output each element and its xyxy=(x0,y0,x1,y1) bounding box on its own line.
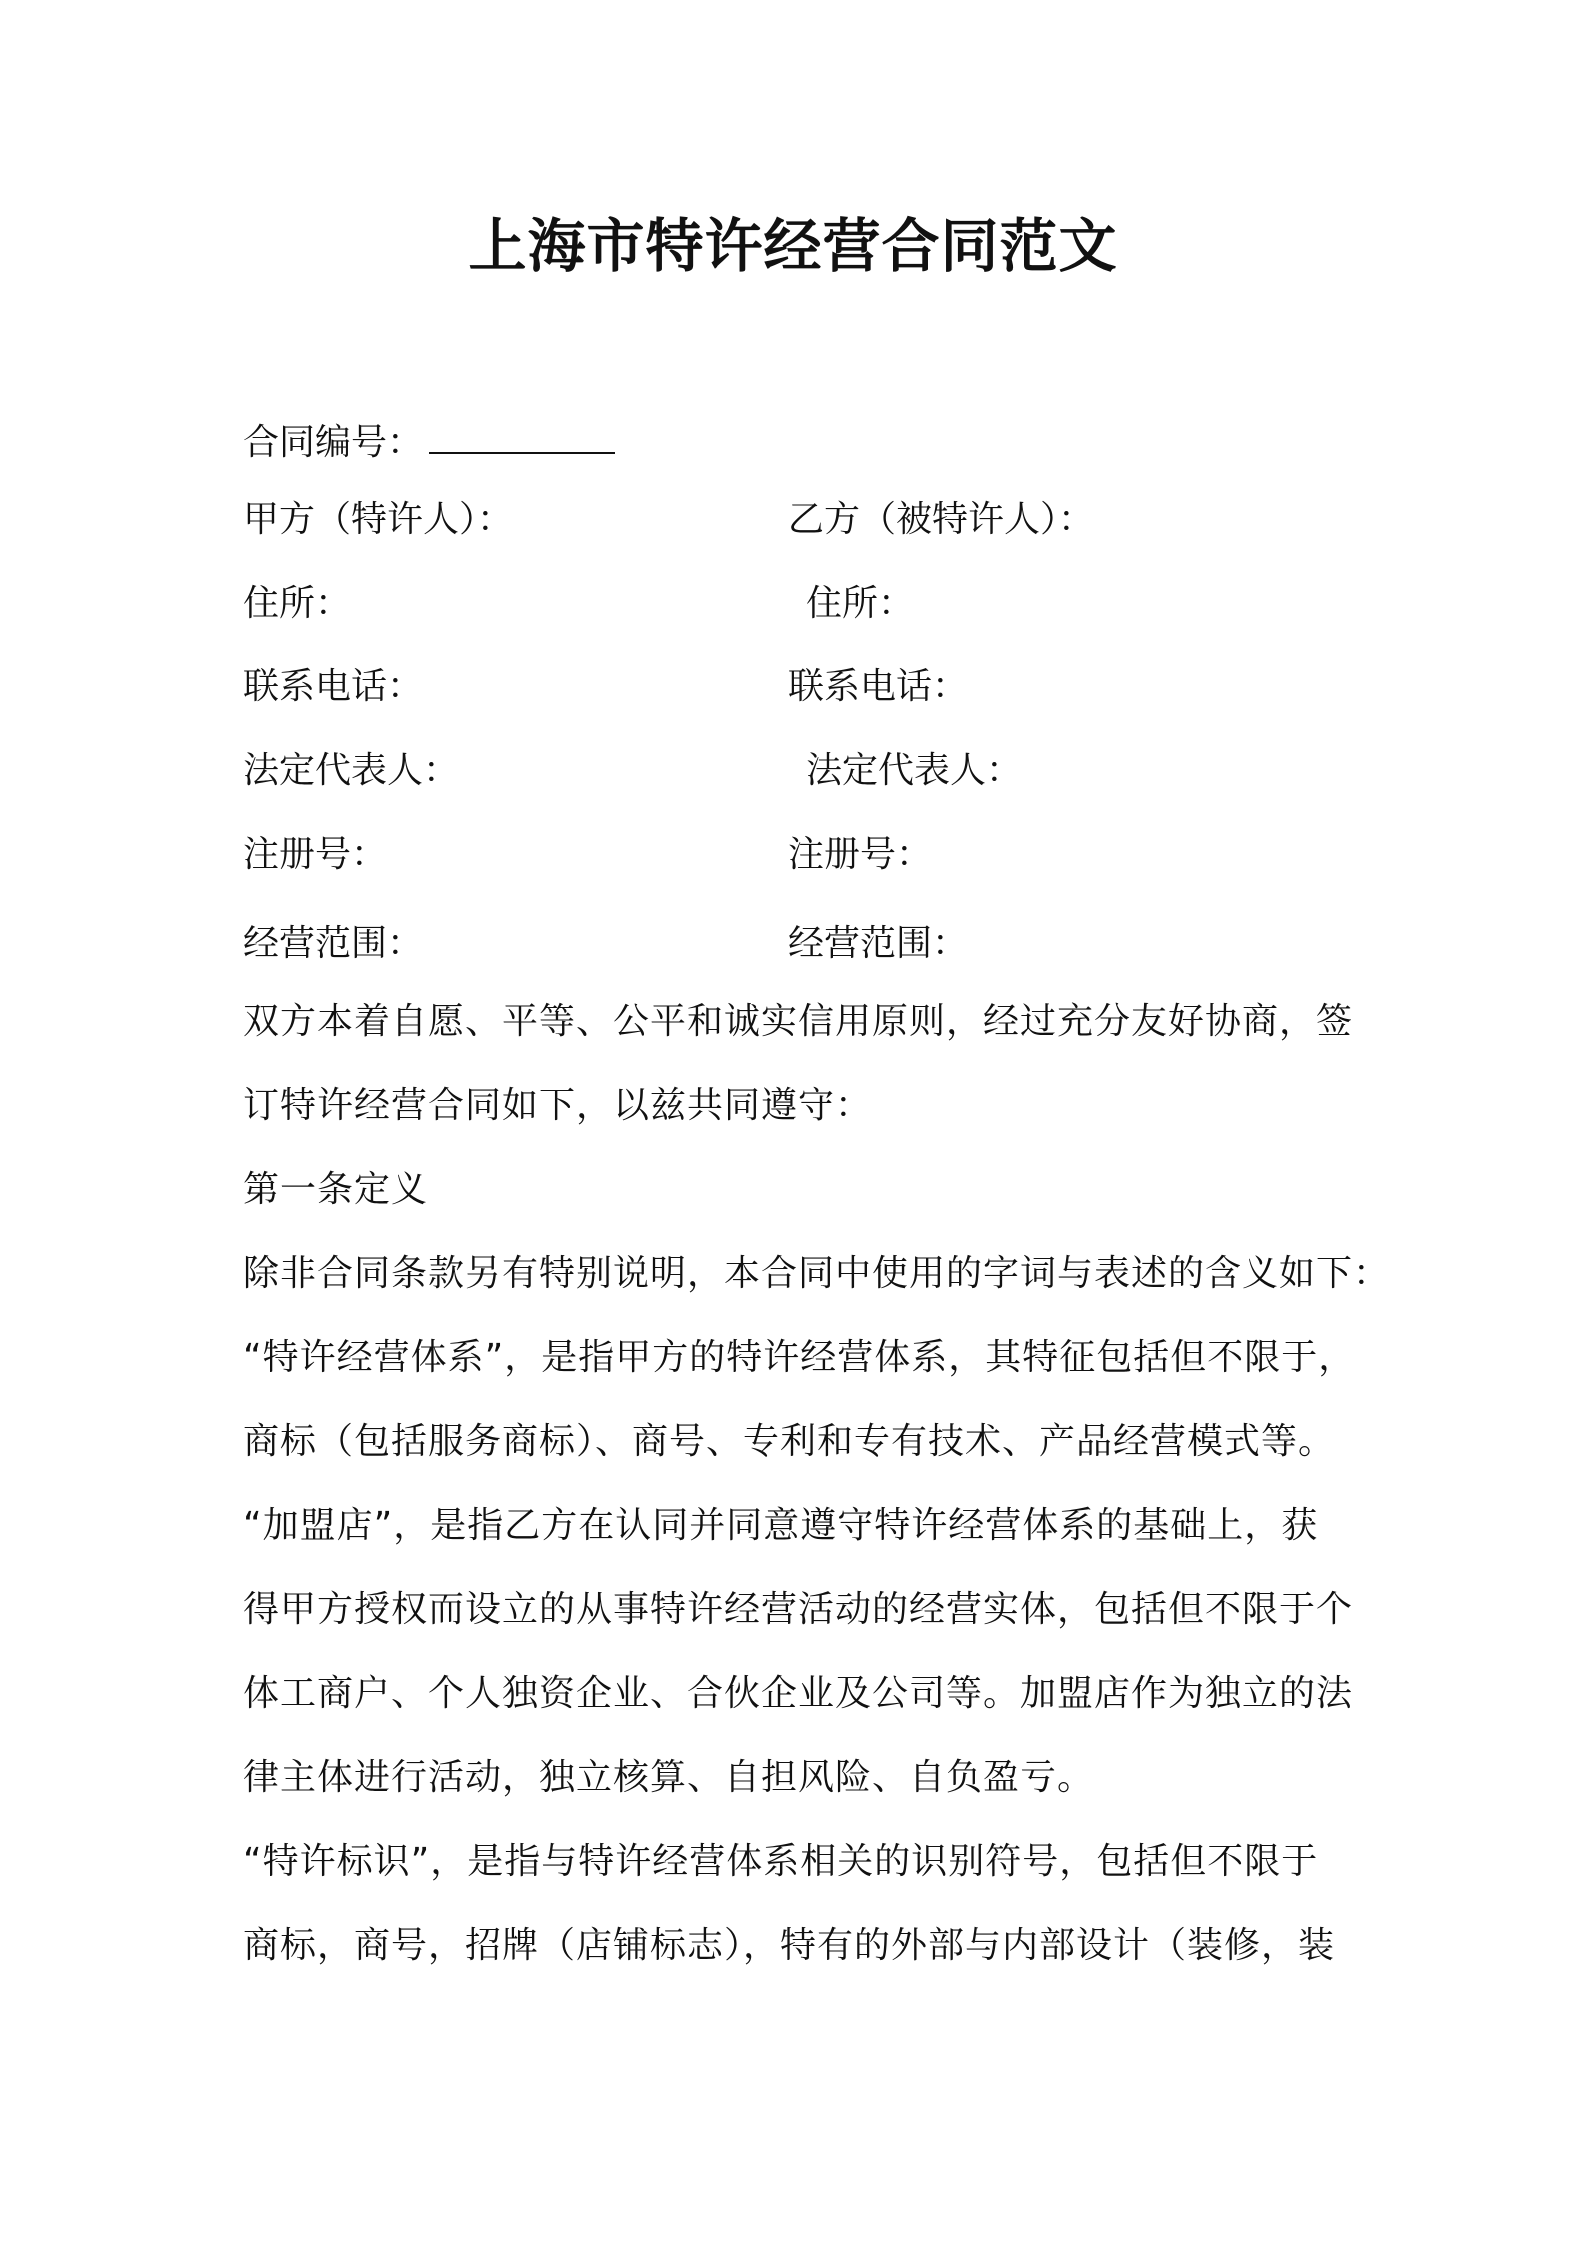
body-line: 商标（包括服务商标）、商号、专利和专有技术、产品经营模式等。 xyxy=(243,1421,1336,1462)
party-a-phone-label: 联系电话： xyxy=(243,666,424,707)
body-line: “特许经营体系”，是指甲方的特许经营体系，其特征包括但不限于， xyxy=(243,1337,1356,1378)
party-b-reg-no-label: 注册号： xyxy=(788,834,933,875)
party-a-scope-label: 经营范围： xyxy=(243,923,424,964)
party-a-address-label: 住所： xyxy=(243,583,352,624)
contract-number-label: 合同编号： xyxy=(243,422,424,463)
document-title: 上海市特许经营合同范文 xyxy=(468,212,1118,280)
party-a-heading: 甲方（特许人）： xyxy=(243,499,514,540)
body-line: 体工商户、个人独资企业、合伙企业及公司等。加盟店作为独立的法 xyxy=(243,1673,1354,1714)
body-line: “特许标识”，是指与特许经营体系相关的识别符号，包括但不限于 xyxy=(243,1841,1319,1882)
party-b-legal-rep-label: 法定代表人： xyxy=(806,750,1023,791)
party-b-address-label: 住所： xyxy=(806,583,915,624)
party-b-scope-label: 经营范围： xyxy=(788,923,969,964)
body-line: 得甲方授权而设立的从事特许经营活动的经营实体，包括但不限于个 xyxy=(243,1589,1354,1630)
party-a-reg-no-label: 注册号： xyxy=(243,834,388,875)
party-a-legal-rep-label: 法定代表人： xyxy=(243,750,460,791)
contract-number-blank xyxy=(429,412,615,454)
body-line: 律主体进行活动，独立核算、自担风险、自负盈亏。 xyxy=(243,1757,1095,1798)
body-line: “加盟店”，是指乙方在认同并同意遵守特许经营体系的基础上，获 xyxy=(243,1505,1319,1546)
contract-number-row xyxy=(243,412,615,469)
body-line: 除非合同条款另有特别说明，本合同中使用的字词与表述的含义如下： xyxy=(243,1253,1391,1294)
party-b-heading: 乙方（被特许人）： xyxy=(788,499,1095,540)
body-line: 双方本着自愿、平等、公平和诚实信用原则，经过充分友好协商，签 xyxy=(243,1001,1354,1042)
body-line: 订特许经营合同如下，以兹共同遵守： xyxy=(243,1085,873,1126)
party-b-phone-label: 联系电话： xyxy=(788,666,969,707)
body-line: 商标，商号，招牌（店铺标志），特有的外部与内部设计（装修，装 xyxy=(243,1925,1336,1966)
section-heading-article-1: 第一条定义 xyxy=(243,1169,429,1210)
